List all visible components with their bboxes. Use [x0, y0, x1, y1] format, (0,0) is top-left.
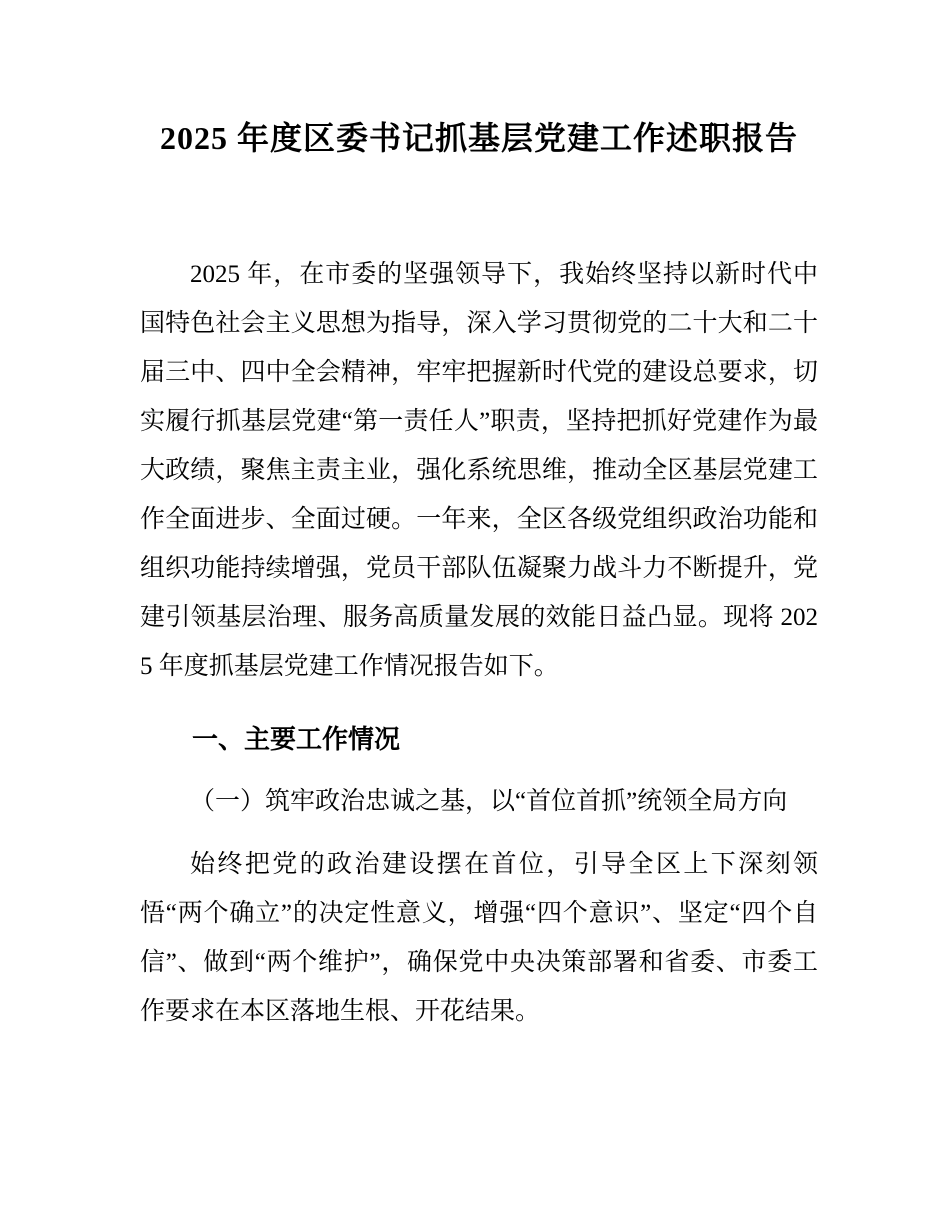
section-heading: 一、主要工作情况	[192, 724, 401, 754]
intro-paragraph: 2025 年，在市委的坚强领导下，我始终坚持以新时代中国特色社会主义思想为指导，深入学习贯彻党的二十大和二十届三中、四中全会精神，牢牢把握新时代党的建设总要求，切实履行抓基层党建“第一责任人”职责，坚持把抓好党建作为最大政绩，聚焦主责主业，强化系统思维，推动全区基层党建工作全面进步、全面过硬。一年来，全区各级党组织政治功能和组织功能持续增强，党员干部队伍凝聚力战斗力不断提升，党建引领基层治理、服务高质量发展的效能日益凸显。现将 2025 年度抓基层党建工作情况报告如下。	[140, 261, 818, 680]
subsection-paragraph: 始终把党的政治建设摆在首位，引导全区上下深刻领悟“两个确立”的决定性意义，增强“四个意识”、坚定“四个自信”、做到“两个维护”，确保党中央决策部署和省委、市委工作要求在本区落地生根、开花结果。	[140, 851, 818, 1025]
subsection-heading: （一）筑牢政治忠诚之基，以“首位首抓”统领全局方向	[190, 788, 788, 815]
document-title: 2025 年度区委书记抓基层党建工作述职报告	[159, 120, 798, 156]
